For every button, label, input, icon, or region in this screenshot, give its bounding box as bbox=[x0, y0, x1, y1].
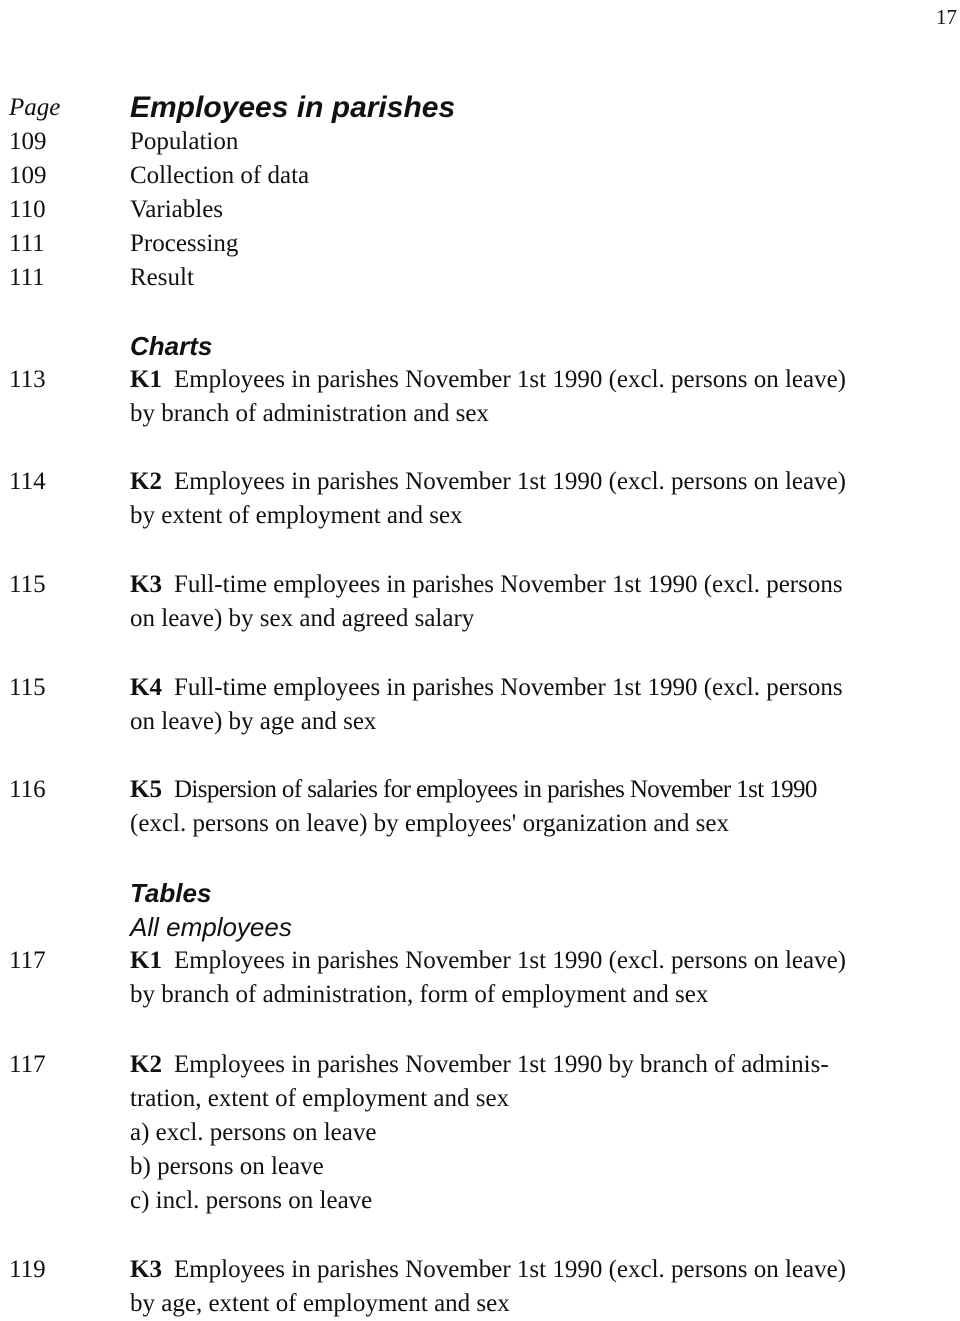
toc-page-number: 116 bbox=[9, 776, 46, 803]
toc-page-number: 111 bbox=[9, 230, 45, 257]
chart-entry-k3[interactable] bbox=[130, 568, 843, 636]
page-column-label: Page bbox=[9, 94, 61, 121]
toc-page-number: 109 bbox=[9, 162, 47, 189]
entry-code: K1 bbox=[130, 366, 162, 393]
toc-item-collection-of-data[interactable]: Collection of data bbox=[130, 162, 310, 189]
section-title: Employees in parishes bbox=[130, 91, 456, 124]
entry-title-line: Employees in parishes November 1st 1990 (excl. persons on leave) bbox=[173, 366, 846, 393]
toc-page-number: 111 bbox=[9, 264, 45, 291]
entry-title-line: tration, extent of employment and sex bbox=[130, 1085, 510, 1112]
toc-page-number: 117 bbox=[9, 947, 46, 974]
toc-item-population[interactable]: Population bbox=[130, 128, 239, 155]
entry-title-line: Full-time employees in parishes November 1st 1990 (excl. persons bbox=[173, 674, 843, 701]
entry-title-line: b) persons on leave bbox=[130, 1153, 324, 1180]
entry-title-line: Employees in parishes November 1st 1990 (excl. persons on leave) bbox=[173, 947, 846, 974]
entry-code: K5 bbox=[130, 776, 162, 803]
entry-title-line: by extent of employment and sex bbox=[130, 502, 463, 529]
entry-title-line: Dispersion of salaries for employees in parishes November 1st 1990 bbox=[173, 776, 817, 803]
toc-page-number: 115 bbox=[9, 571, 46, 598]
toc-page-number: 110 bbox=[9, 196, 46, 223]
toc-item-variables[interactable]: Variables bbox=[130, 196, 224, 223]
entry-title-line: by age, extent of employment and sex bbox=[130, 1290, 510, 1317]
toc-page-number: 109 bbox=[9, 128, 47, 155]
entry-title-line: c) incl. persons on leave bbox=[130, 1187, 373, 1214]
chart-entry-k4[interactable] bbox=[130, 671, 843, 739]
table-entry-k1[interactable] bbox=[130, 944, 846, 1012]
toc-item-processing[interactable]: Processing bbox=[130, 230, 239, 257]
toc-item-result[interactable]: Result bbox=[130, 264, 194, 291]
entry-title-line: a) excl. persons on leave bbox=[130, 1119, 377, 1146]
entry-title-line: by branch of administration and sex bbox=[130, 400, 489, 427]
chart-entry-k2[interactable] bbox=[130, 465, 846, 533]
toc-page-number: 113 bbox=[9, 366, 46, 393]
entry-title-line: Employees in parishes November 1st 1990 (excl. persons on leave) bbox=[173, 1256, 846, 1283]
entry-code: K3 bbox=[130, 571, 162, 598]
entry-title-line: Full-time employees in parishes November 1st 1990 (excl. persons bbox=[173, 571, 843, 598]
page-number: 17 bbox=[936, 5, 957, 29]
tables-subheading: All employees bbox=[130, 912, 292, 942]
tables-heading: Tables bbox=[130, 878, 212, 908]
table-entry-k3[interactable] bbox=[130, 1253, 846, 1321]
entry-title-line: on leave) by sex and agreed salary bbox=[130, 605, 475, 632]
entry-title-line: (excl. persons on leave) by employees' organization and sex bbox=[130, 810, 729, 837]
entry-title-line: Employees in parishes November 1st 1990 (excl. persons on leave) bbox=[173, 468, 846, 495]
entry-title-line: by branch of administration, form of employment and sex bbox=[130, 981, 709, 1008]
table-entry-k2[interactable] bbox=[130, 1048, 829, 1218]
toc-page-number: 114 bbox=[9, 468, 46, 495]
entry-code: K4 bbox=[130, 674, 162, 701]
entry-code: K2 bbox=[130, 1051, 162, 1078]
chart-entry-k5[interactable] bbox=[130, 773, 817, 841]
chart-entry-k1[interactable] bbox=[130, 363, 846, 431]
toc-page-number: 117 bbox=[9, 1051, 46, 1078]
charts-heading: Charts bbox=[130, 331, 213, 361]
toc-page-number: 115 bbox=[9, 674, 46, 701]
toc-page-number: 119 bbox=[9, 1256, 46, 1283]
entry-code: K1 bbox=[130, 947, 162, 974]
entry-code: K2 bbox=[130, 468, 162, 495]
entry-code: K3 bbox=[130, 1256, 162, 1283]
entry-title-line: Employees in parishes November 1st 1990 by branch of adminis- bbox=[173, 1051, 829, 1078]
entry-title-line: on leave) by age and sex bbox=[130, 708, 377, 735]
